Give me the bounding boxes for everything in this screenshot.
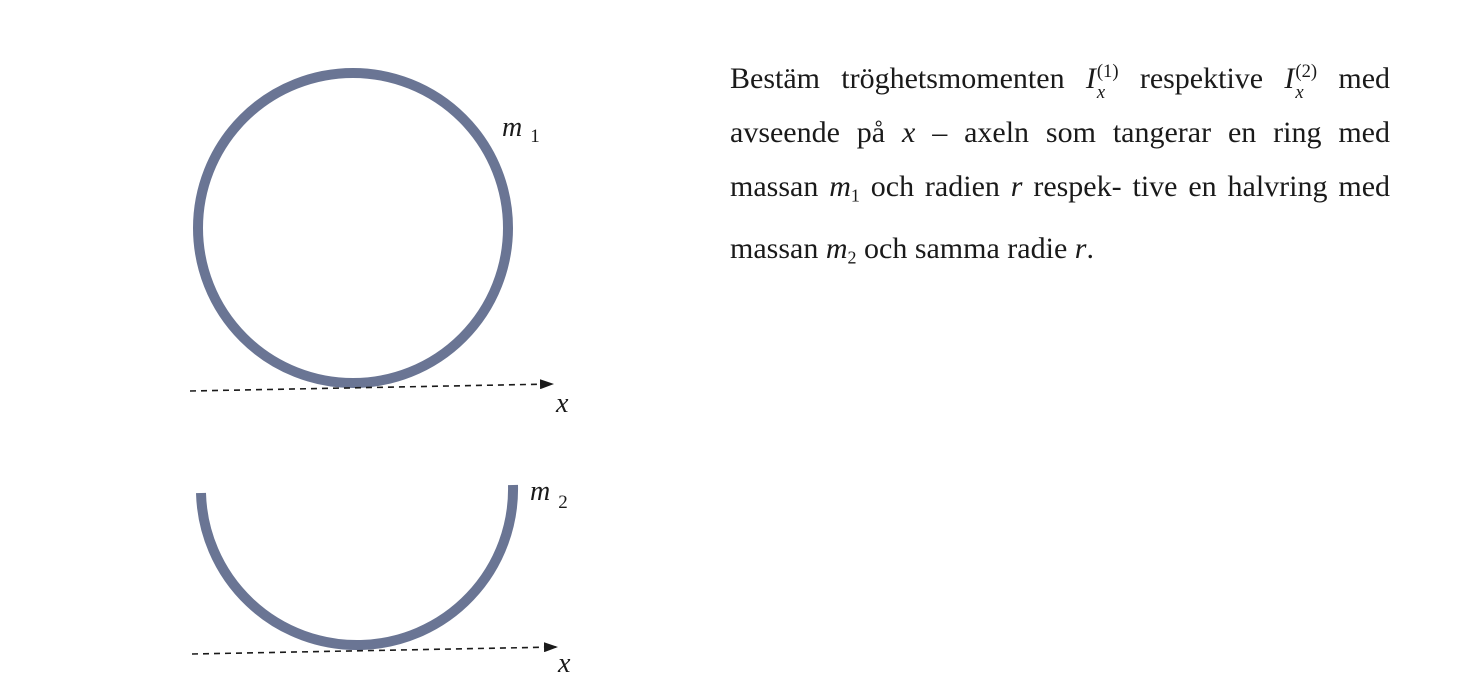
- mass-symbol-2: m2: [825, 232, 857, 268]
- text-line3c: respek-: [1033, 170, 1122, 203]
- half-ring-axis-label: x: [558, 648, 571, 679]
- mass-symbol-1: m1: [829, 170, 860, 206]
- ring-axis-label: x: [556, 388, 569, 419]
- word-troghetsmomenten: tröghetsmomenten: [841, 62, 1065, 95]
- problem-text: [730, 52, 1390, 285]
- half-ring-shape: [201, 485, 513, 645]
- word-respektive: respektive: [1139, 62, 1264, 95]
- radius-symbol-1: r: [1010, 170, 1023, 203]
- ring-mass-label: m $_1$: [502, 112, 540, 147]
- text-line3a: en ring med massan: [730, 116, 1390, 203]
- text-line4b: och samma: [864, 232, 1000, 266]
- axis-variable: x: [902, 116, 916, 149]
- ring-shape: [198, 73, 508, 383]
- text-line4a: tive en halvring med massan: [730, 170, 1391, 266]
- half-ring-mass-label: m $_2$: [530, 476, 568, 513]
- text-line5a: radie: [1007, 232, 1068, 266]
- text-line2b: – axeln som tangerar: [932, 116, 1212, 149]
- text-line3b: och radien: [870, 170, 1000, 203]
- figure-diagram: [0, 0, 700, 700]
- moment-symbol-2: I (2) x: [1284, 60, 1318, 104]
- radius-symbol-2: r.: [1074, 232, 1094, 266]
- moment-symbol-1: I (1) x: [1085, 60, 1119, 104]
- problem-paragraph: [730, 52, 1390, 285]
- word-bestam: Bestäm: [730, 62, 820, 95]
- text-line2a: med avseende på: [730, 62, 1391, 149]
